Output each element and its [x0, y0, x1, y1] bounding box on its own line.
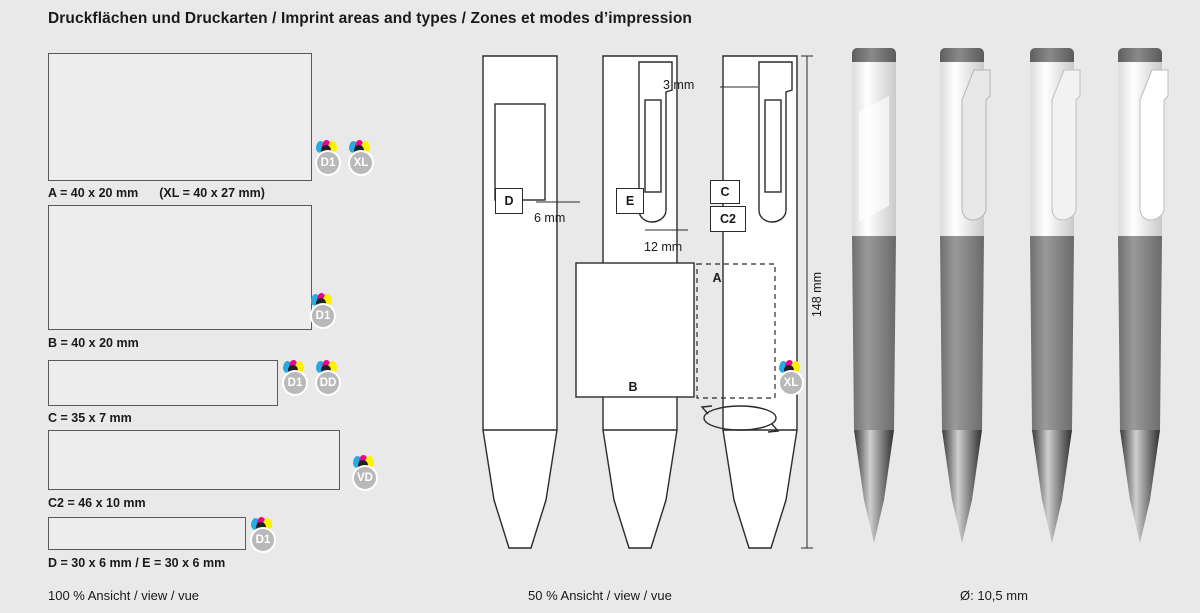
badge-label: D1: [315, 150, 341, 176]
caption-area-b: [48, 336, 139, 350]
imprint-area-d[interactable]: [48, 517, 246, 550]
badge-dd-area-c[interactable]: [315, 360, 345, 396]
caption-area-b-main: B = 40 x 20 mm: [48, 336, 139, 350]
caption-area-a: [48, 186, 265, 200]
dimension-6mm: 6 mm: [534, 211, 566, 225]
imprint-label-d[interactable]: D: [495, 188, 523, 214]
badge-xl-area-a[interactable]: [348, 140, 378, 176]
imprint-label-b[interactable]: B: [628, 380, 638, 394]
caption-area-d: [48, 556, 225, 570]
badge-label: VD: [352, 465, 378, 491]
badge-xl-middle[interactable]: [778, 360, 808, 396]
badge-d1-area-a[interactable]: [315, 140, 345, 176]
badge-label: DD: [315, 370, 341, 396]
imprint-area-a[interactable]: [48, 53, 312, 181]
pen-renderings: [840, 0, 1200, 613]
right-panel-footer: Ø: 10,5 mm: [960, 588, 1028, 603]
left-panel: [0, 0, 420, 613]
badge-label: XL: [778, 370, 804, 396]
caption-area-c2-main: C2 = 46 x 10 mm: [48, 496, 146, 510]
right-panel: [840, 0, 1200, 613]
badge-label: D1: [282, 370, 308, 396]
badge-label: D1: [250, 527, 276, 553]
caption-area-d-main: D = 30 x 6 mm / E = 30 x 6 mm: [48, 556, 226, 570]
imprint-area-c2[interactable]: [48, 430, 340, 490]
dimension-12mm: 12 mm: [644, 240, 683, 254]
dimension-148mm: 148 mm: [810, 272, 824, 318]
imprint-label-e[interactable]: E: [616, 188, 644, 214]
imprint-label-c[interactable]: C: [710, 180, 740, 204]
badge-label: XL: [348, 150, 374, 176]
caption-area-c2: [48, 496, 146, 510]
dimension-3mm: 3 mm: [663, 78, 695, 92]
left-panel-footer: 100 % Ansicht / view / vue: [48, 588, 200, 603]
imprint-label-c2[interactable]: C2: [710, 206, 746, 232]
caption-area-c: [48, 411, 132, 425]
middle-panel-footer: 50 % Ansicht / view / vue: [528, 588, 672, 603]
badge-d1-area-c[interactable]: [282, 360, 312, 396]
badge-vd-area-c2[interactable]: [352, 455, 382, 491]
pen-technical-drawings: [420, 0, 840, 613]
badge-d1-area-d[interactable]: [250, 517, 280, 553]
imprint-label-a[interactable]: A: [712, 271, 722, 285]
badge-label: D1: [310, 303, 336, 329]
middle-panel: [420, 0, 840, 613]
page-title: Druckflächen und Druckarten / Imprint areas and types / Zones et modes d’impression: [48, 10, 692, 27]
caption-area-c-main: C = 35 x 7 mm: [48, 411, 132, 425]
caption-area-a-extra: (XL = 40 x 27 mm): [159, 186, 265, 200]
imprint-area-b[interactable]: [48, 205, 312, 330]
caption-area-a-main: A = 40 x 20 mm: [48, 186, 139, 200]
badge-d1-area-b[interactable]: [310, 293, 340, 329]
imprint-area-c[interactable]: [48, 360, 278, 406]
